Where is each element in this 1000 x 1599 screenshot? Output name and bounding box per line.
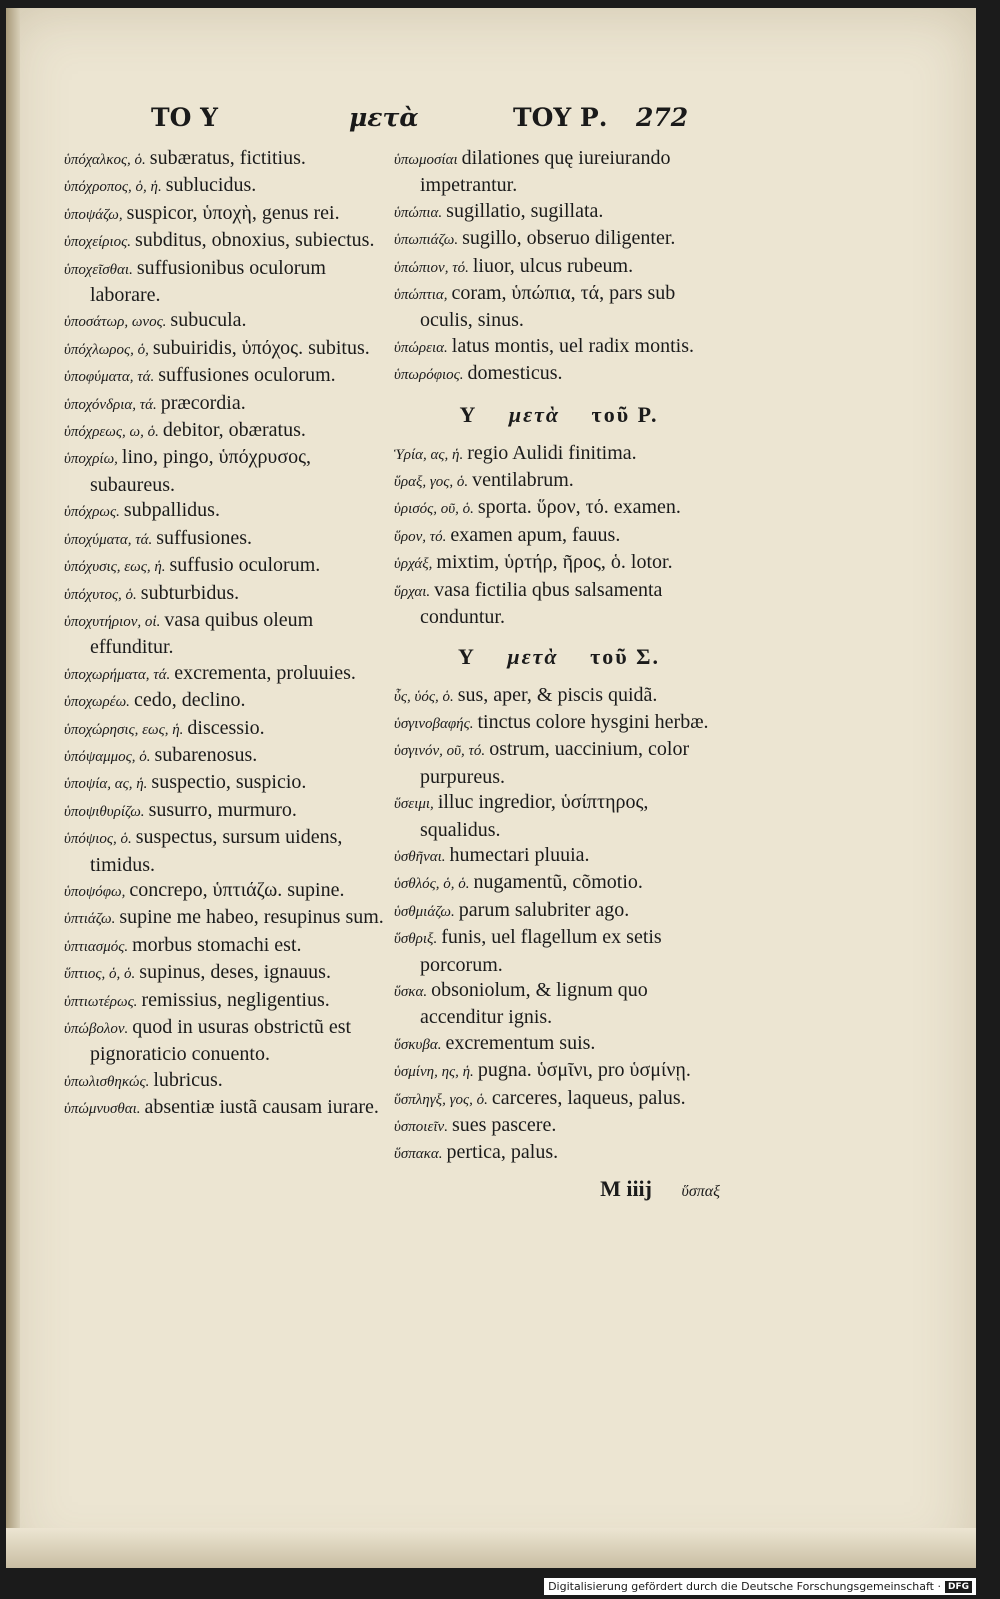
dictionary-entry xyxy=(64,363,384,390)
signature-mark: M iiij xyxy=(600,1175,652,1201)
signature-line xyxy=(394,1176,724,1202)
latin-gloss: sporta. ὕρον, τό. examen. xyxy=(477,496,681,519)
latin-gloss: latus montis, uel radix montis. xyxy=(451,334,694,357)
greek-headword: ὑσμίνη, ης, ἡ. xyxy=(394,1064,474,1081)
latin-gloss: debitor, obæratus. xyxy=(162,419,306,442)
dictionary-entry xyxy=(394,1031,724,1058)
greek-headword: ὑσγινοβαφής. xyxy=(394,715,474,732)
latin-gloss: subturbidus. xyxy=(140,581,240,604)
running-head-left: ΤΟ Υ xyxy=(151,103,218,132)
latin-gloss: remissius, negligentius. xyxy=(141,988,330,1011)
dictionary-entry xyxy=(64,336,384,363)
running-head-right: ΤΟΥ Ρ. xyxy=(513,103,608,132)
section-heading-sigma xyxy=(394,643,724,671)
dictionary-entry xyxy=(64,173,384,200)
book-page xyxy=(6,8,976,1568)
greek-headword: ὑποφύματα, τά. xyxy=(64,369,155,386)
latin-gloss: liuor, ulcus rubeum. xyxy=(472,254,634,277)
greek-headword: ὑπώπτια, xyxy=(394,287,448,304)
dictionary-entry xyxy=(64,201,384,228)
dictionary-entry xyxy=(394,254,724,281)
dictionary-entry xyxy=(64,228,384,255)
greek-headword: ὑποσάτωρ, ωνος. xyxy=(64,314,167,331)
dictionary-entry xyxy=(394,790,724,843)
greek-headword: ὑπωπιάζω. xyxy=(394,232,459,249)
dictionary-entry xyxy=(64,391,384,418)
greek-headword: ὑσθλός, ὁ, ὁ. xyxy=(394,876,470,893)
running-head xyxy=(151,103,711,137)
latin-gloss: subpallidus. xyxy=(123,499,220,522)
greek-headword: ὑπώβολον. xyxy=(64,1021,129,1037)
greek-headword: ὑπώρεια. xyxy=(394,339,448,356)
greek-headword: ὕρχαι. xyxy=(394,583,431,600)
latin-gloss: suffusiones. xyxy=(156,526,252,549)
latin-gloss: domesticus. xyxy=(467,362,563,385)
right-column xyxy=(394,146,724,1202)
dictionary-entry xyxy=(64,498,384,525)
greek-headword: ὑρισός, οῦ, ὁ. xyxy=(394,501,474,518)
dictionary-entry xyxy=(394,199,724,226)
page-bottom-edge xyxy=(6,1528,976,1568)
dictionary-entry xyxy=(64,988,384,1015)
latin-gloss: subucula. xyxy=(170,309,247,332)
greek-headword: ὑποχύματα, τά. xyxy=(64,531,153,548)
dictionary-entry xyxy=(394,898,724,925)
dictionary-entry xyxy=(64,770,384,797)
latin-gloss: suffusionibus oculorum laborare. xyxy=(90,256,326,307)
greek-headword: ὕρον, τό. xyxy=(394,528,447,545)
greek-headword: ὑποψόφω, xyxy=(64,883,126,900)
dictionary-entry xyxy=(64,146,384,173)
latin-gloss: absentiæ iustã causam iurare. xyxy=(144,1096,379,1119)
dictionary-entry xyxy=(394,523,724,550)
dictionary-entry xyxy=(394,441,724,468)
section-sigma-right: τοῦ Σ. xyxy=(590,643,661,669)
latin-gloss: obsoniolum, & lignum quo accenditur ignis. xyxy=(420,978,648,1029)
greek-headword: ὑποχρίω, xyxy=(64,451,118,468)
section-sigma-left: Υ xyxy=(457,643,476,669)
greek-headword: ὕσπακα. xyxy=(394,1146,443,1163)
latin-gloss: cedo, declino. xyxy=(133,689,246,712)
greek-headword: ὑποχεῖσθαι. xyxy=(64,261,133,278)
greek-headword: ὑποχυτήριον, οἱ. xyxy=(64,613,161,630)
latin-gloss: mixtim, ὑρτήρ, ῆρος, ὁ. lotor. xyxy=(436,551,673,574)
dfg-logo: DFG xyxy=(945,1581,972,1593)
dictionary-entry xyxy=(64,905,384,932)
latin-gloss: excrementa, proluuies. xyxy=(174,661,356,684)
greek-headword: ὑπόψαμμος, ὁ. xyxy=(64,748,151,765)
dictionary-entry xyxy=(394,146,724,199)
greek-headword: ὑποψάζω, xyxy=(64,206,123,223)
latin-gloss: subarenosus. xyxy=(154,743,258,766)
greek-headword: ὑποχωρήματα, τά. xyxy=(64,666,171,683)
greek-headword: ὕσπληγξ, γος, ὁ. xyxy=(394,1091,488,1108)
catchword: ὕσπαξ xyxy=(681,1182,720,1200)
latin-gloss: suspicor, ὑποχὴ, genus rei. xyxy=(126,201,340,224)
latin-gloss: suspectio, suspicio. xyxy=(151,771,307,794)
latin-gloss: supine me habeo, resupinus sum. xyxy=(119,906,384,929)
section-heading-rho xyxy=(394,401,724,429)
latin-gloss: tinctus colore hysgini herbæ. xyxy=(477,710,709,733)
latin-gloss: coram, ὑπώπια, τά, pars sub oculis, sinus. xyxy=(420,282,676,332)
dictionary-entry xyxy=(64,933,384,960)
greek-headword: ὑπωμοσίαι xyxy=(394,152,458,168)
latin-gloss: sugillatio, sugillata. xyxy=(446,199,604,222)
latin-gloss: subæratus, fictitius. xyxy=(149,147,306,169)
latin-gloss: dilationes quę iureiurando impetrantur. xyxy=(420,147,671,197)
greek-headword: ὑπόχυτος, ὁ. xyxy=(64,586,137,603)
dictionary-entry xyxy=(64,308,384,335)
greek-headword: ὑπόχαλκος, ὁ. xyxy=(64,152,146,168)
dictionary-entry xyxy=(64,960,384,987)
greek-headword: ὑπτιασμός. xyxy=(64,938,129,955)
dictionary-entry xyxy=(64,688,384,715)
latin-gloss: pertica, palus. xyxy=(446,1141,559,1164)
dictionary-entry xyxy=(394,843,724,870)
greek-headword: ὑπώμνυσθαι. xyxy=(64,1101,141,1118)
latin-gloss: ostrum, uaccinium, color purpureus. xyxy=(420,738,690,788)
greek-headword: ὑπόχρως. xyxy=(64,504,120,521)
greek-headword: ὑσγινόν, οῦ, τό. xyxy=(394,743,486,760)
latin-gloss: carceres, laqueus, palus. xyxy=(491,1086,686,1109)
latin-gloss: suspectus, sursum uidens, timidus. xyxy=(90,826,343,876)
greek-headword: ὕσθριξ. xyxy=(394,931,438,948)
latin-gloss: concrepo, ὑπτιάζω. supine. xyxy=(129,878,345,901)
greek-headword: ὑπώπιον, τό. xyxy=(394,259,469,276)
latin-gloss: sublucidus. xyxy=(165,174,257,197)
latin-gloss: examen apum, fauus. xyxy=(450,523,621,546)
greek-headword: ὑπόψιος, ὁ. xyxy=(64,831,132,848)
dictionary-entry xyxy=(64,661,384,688)
dictionary-entry xyxy=(64,798,384,825)
dictionary-entry xyxy=(394,1113,724,1140)
latin-gloss: suffusio oculorum. xyxy=(169,554,321,577)
greek-headword: ὑπόχλωρος, ὁ, xyxy=(64,341,149,358)
page-gutter-edge xyxy=(6,8,20,1568)
latin-gloss: subuiridis, ὑπόχος. subitus. xyxy=(152,336,370,359)
dictionary-entry xyxy=(394,226,724,253)
running-head-middle: μετὰ xyxy=(349,103,419,132)
folio-number: 272 xyxy=(636,103,689,132)
dictionary-entry xyxy=(394,468,724,495)
latin-gloss: discessio. xyxy=(187,716,265,739)
dictionary-entry xyxy=(394,978,724,1031)
greek-headword: ὑπόχροπος, ὁ, ἡ. xyxy=(64,179,162,196)
greek-headword: ὑποχώρησις, εως, ἡ. xyxy=(64,721,184,738)
dictionary-entry xyxy=(394,578,724,631)
greek-headword: ὑπόχρεως, ω, ὁ. xyxy=(64,424,159,441)
latin-gloss: subditus, obnoxius, subiectus. xyxy=(134,229,375,252)
dictionary-entry xyxy=(394,334,724,361)
right-entries-c xyxy=(394,683,724,1168)
greek-headword: ὑπώπια. xyxy=(394,204,443,221)
dictionary-entry xyxy=(394,1140,724,1167)
left-column xyxy=(64,146,384,1123)
greek-headword: ὑπτιωτέρως. xyxy=(64,993,138,1010)
dictionary-entry xyxy=(394,495,724,522)
dictionary-entry xyxy=(64,1068,384,1095)
dictionary-entry xyxy=(64,716,384,743)
greek-headword: ὑπόχυσις, εως, ἡ. xyxy=(64,559,166,576)
greek-headword: ὕραξ, γος, ὁ. xyxy=(394,474,469,491)
dictionary-entry xyxy=(64,608,384,661)
dictionary-entry xyxy=(64,743,384,770)
latin-gloss: excrementum suis. xyxy=(445,1031,596,1054)
dictionary-entry xyxy=(64,825,384,878)
greek-headword: ὕσκυβα. xyxy=(394,1036,442,1053)
greek-headword: ὑπτιάζω. xyxy=(64,911,116,928)
latin-gloss: parum salubriter ago. xyxy=(458,898,630,921)
dictionary-entry xyxy=(394,683,724,710)
dictionary-entry xyxy=(394,281,724,334)
dictionary-entry xyxy=(394,1058,724,1085)
dictionary-entry xyxy=(64,878,384,905)
latin-gloss: sus, aper, & piscis quidã. xyxy=(457,683,658,706)
dictionary-entry xyxy=(394,710,724,737)
dictionary-entry xyxy=(394,870,724,897)
latin-gloss: nugamentũ, cõmotio. xyxy=(473,871,643,894)
greek-headword: ὑσθῆναι. xyxy=(394,848,446,865)
latin-gloss: regio Aulidi finitima. xyxy=(467,441,637,464)
greek-headword: ὑσθμιάζω. xyxy=(394,903,455,920)
dictionary-entry xyxy=(64,581,384,608)
dictionary-entry xyxy=(64,445,384,498)
section-rho-right: τοῦ Ρ. xyxy=(591,401,659,427)
digitization-footer xyxy=(544,1578,976,1595)
greek-headword: ὕσειμι, xyxy=(394,796,434,813)
latin-gloss: sugillo, obseruo diligenter. xyxy=(462,227,676,250)
greek-headword: ὑπωλισθηκώς. xyxy=(64,1073,150,1090)
right-entries-b xyxy=(394,441,724,631)
latin-gloss: morbus stomachi est. xyxy=(132,933,302,956)
footer-text: Digitalisierung gefördert durch die Deutsche Forschungsgemeinschaft · xyxy=(548,1580,941,1593)
dictionary-entry xyxy=(64,526,384,553)
greek-headword: ὑποψία, ας, ἡ. xyxy=(64,776,148,793)
dictionary-entry xyxy=(64,256,384,309)
section-rho-middle: μετὰ xyxy=(508,401,561,427)
latin-gloss: quod in usuras obstrictũ est pignoraticio conuento. xyxy=(90,1016,352,1066)
right-entries-a xyxy=(394,146,724,389)
latin-gloss: præcordia. xyxy=(160,391,246,414)
greek-headword: ὑποχείριος. xyxy=(64,234,131,251)
dictionary-entry xyxy=(394,361,724,388)
dictionary-entry xyxy=(64,418,384,445)
latin-gloss: pugna. ὑσμῖνι, pro ὑσμίνῃ. xyxy=(477,1059,691,1082)
latin-gloss: lubricus. xyxy=(153,1068,223,1091)
dictionary-entry xyxy=(64,1015,384,1068)
dictionary-entry xyxy=(394,1086,724,1113)
section-sigma-middle: μετὰ xyxy=(507,643,559,669)
greek-headword: ὗς, ὑός, ὁ. xyxy=(394,688,454,705)
latin-gloss: susurro, murmuro. xyxy=(148,798,297,821)
latin-gloss: ventilabrum. xyxy=(472,469,574,492)
latin-gloss: sues pascere. xyxy=(451,1114,557,1136)
greek-headword: Ὑρία, ας, ἡ. xyxy=(394,446,464,463)
greek-headword: ὑποχωρέω. xyxy=(64,694,130,711)
dictionary-entry xyxy=(394,550,724,577)
latin-gloss: vasa quibus oleum effunditur. xyxy=(90,608,314,659)
dictionary-entry xyxy=(394,737,724,790)
greek-headword: ὕσκα. xyxy=(394,983,428,1000)
latin-gloss: lino, pingo, ὑπόχρυσος, subaureus. xyxy=(90,446,312,496)
dictionary-entry xyxy=(64,1095,384,1122)
latin-gloss: supinus, deses, ignauus. xyxy=(139,961,331,984)
greek-headword: ὑσποιεῖν. xyxy=(394,1119,448,1135)
latin-gloss: funis, uel flagellum ex setis porcorum. xyxy=(420,926,662,976)
section-rho-left: Υ xyxy=(459,401,478,427)
greek-headword: ὑποψιθυρίζω. xyxy=(64,803,145,820)
greek-headword: ὑπωρόφιος. xyxy=(394,367,464,384)
greek-headword: ὑρχάξ, xyxy=(394,556,433,573)
latin-gloss: vasa fictilia qbus salsamenta conduntur. xyxy=(420,578,663,629)
greek-headword: ὕπτιος, ὁ, ὁ. xyxy=(64,966,136,983)
latin-gloss: suffusiones oculorum. xyxy=(158,364,336,387)
dictionary-entry xyxy=(64,553,384,580)
latin-gloss: humectari pluuia. xyxy=(449,843,590,866)
latin-gloss: illuc ingredior, ὑσίπτηρος, squalidus. xyxy=(420,791,649,841)
greek-headword: ὑποχόνδρια, τά. xyxy=(64,396,157,413)
dictionary-entry xyxy=(394,925,724,978)
